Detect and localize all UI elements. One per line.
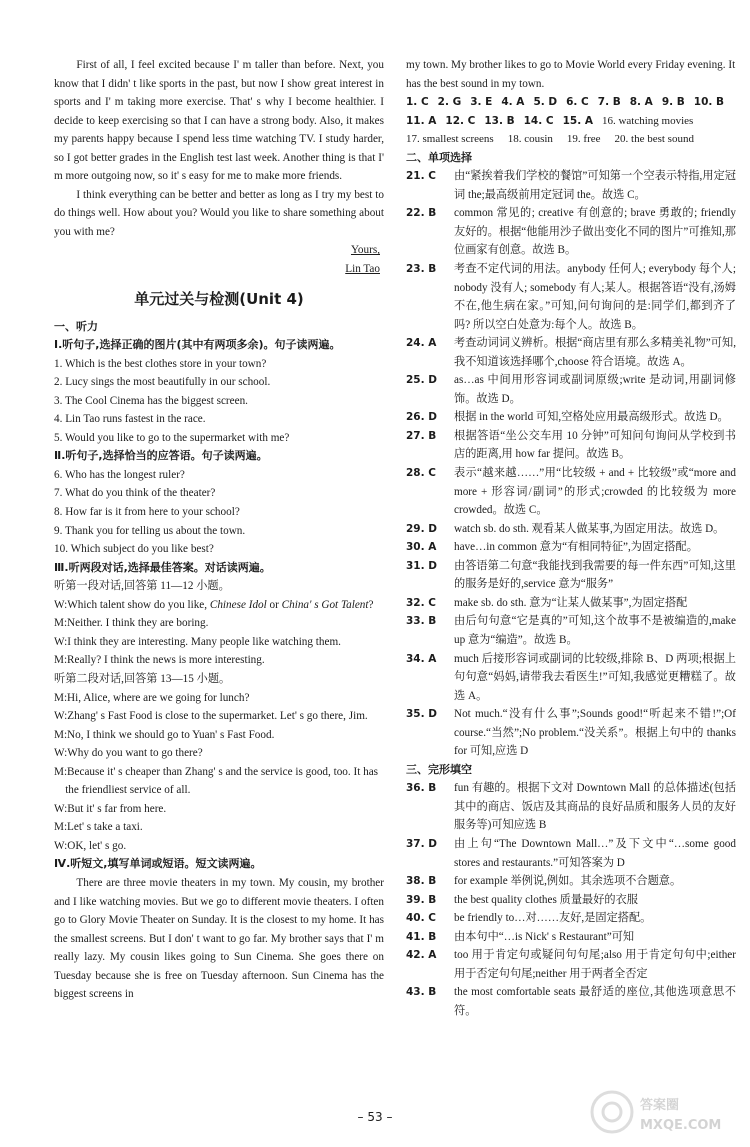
answer-explanation: for example 举例说,例如。其余选项不合题意。 [454,875,682,888]
answer-key: 27. B [406,429,437,442]
passage-text-left: There are three movie theaters in my town. My cousin, my brother and I like watching movies. But we go to different movie theaters. I often go to Glory Movie Theater on Sunday. It is the closest to my home. It has the smallest screens. But I don' t want to go far. My brother says that I' m really lazy. My cousin likes going to Sun Cinema. She goes there on Tuesday because she is free on Tuesday afternoon. Sun Cinema has the biggest screens in [54,876,384,1001]
answer-explanation: be friendly to…对……友好,是固定搭配。 [454,912,652,925]
answer-key: 6. C [566,96,589,109]
answer-key: 24. A [406,337,437,350]
answer-key: 29. D [406,522,437,535]
listening-item: 10. Which subject do you like best? [54,543,214,556]
section-heading-listening: 一、听力 [54,319,98,333]
dialog-line: W:Which talent show do you like, Chinese Idol or China' s Got Talent? [54,598,374,611]
letter-paragraph-2: I think everything can be better and better as long as I try my best to do things well. How about you? Would you like to share something about you with me? [54,188,384,238]
answers-row-2 [406,112,736,131]
dialog-line: M:Let' s take a taxi. [54,821,143,834]
answer-explanation: 表示“越来越……”用“比较级 + and + 比较级”或“more and more + 形容词/副词”的形式;crowded 的比较级为 more crowded。故选 C。 [454,467,736,517]
answer-key: 8. A [629,96,653,109]
answer-item [406,891,736,910]
answers-row-1 [406,93,736,112]
answer-explanation: fun 有趣的。根据下文对 Downtown Mall 的总体描述(包括其中的商店、饭店及其商品的良好品质和服务人员的友好服务等)可知应选 B [454,782,736,832]
dialog2-intro: 听第二段对话,回答第 13—15 小题。 [54,672,231,685]
answer-key: 9. B [661,96,685,109]
part4-heading: Ⅳ.听短文,填写单词或短语。短文读两遍。 [54,857,262,871]
answer-item [406,427,736,464]
answer-explanation: have…in common 意为“有相同特征”,为固定搭配。 [454,541,698,554]
answer-key: 25. D [406,374,437,387]
answer-key: 3. E [470,96,493,109]
answer-key: 38. B [406,875,437,888]
answer-key: 26. D [406,411,437,424]
dialog-line: W:OK, let' s go. [54,839,127,852]
answer-explanation: much 后接形容词或副词的比较级,排除 B、D 两项;根据上句句意“妈妈,请带我去看医生!”可知,我感觉更糟糕了。故选 A。 [454,652,736,702]
answer-item [406,594,736,613]
part3-heading: Ⅲ.听两段对话,选择最佳答案。对话读两遍。 [54,560,271,574]
answer-key: 22. B [406,207,437,220]
passage-text-right: my town. My brother likes to go to Movie World every Friday evening. It has the best sound in my town. [406,59,736,90]
listening-item: 8. How far is it from here to your school? [54,506,240,519]
answer-key: 43. B [406,986,437,999]
answer-explanation: 考查不定代词的用法。anybody 任何人; everybody 每个人; nobody 没有人; somebody 有人;某人。根据答语“没有,汤姆不在,他生病在家。”可知,问句询问的是:同学们,都到齐了吗? 所以空白处意为:每个人。故选 B。 [454,263,736,331]
answer-key: 1. C [406,96,429,109]
listening-item: 9. Thank you for telling us about the town. [54,524,246,537]
dialog-line: M:Really? I think the news is more interesting. [54,654,265,667]
answer-item [406,260,736,334]
answer-item [406,612,736,649]
answer-item [406,705,736,761]
answer-key: 15. A [562,114,593,127]
listening-item: 7. What do you think of the theater? [54,487,216,500]
answer-explanation: too 用于肯定句或疑问句句尾;also 用于肯定句句中;either 用于否定句句尾;neither 用于两者全否定 [454,949,736,980]
answer-key: 11. A [406,114,437,127]
part1-heading: Ⅰ.听句子,选择正确的图片(其中有两项多余)。句子读两遍。 [54,338,341,352]
page-number: – 53 – [357,1110,393,1124]
answer-explanation: 根据答语“坐公交车用 10 分钟”可知问句询问从学校到书店的距离,用 how far 提问。故选 B。 [454,429,736,461]
listening-item: 2. Lucy sings the most beautifully in our school. [54,376,271,389]
answer-key: 18. cousin [507,133,553,146]
answer-explanation: as…as 中间用形容词或副词原级;write 是动词,用副词修饰。故选 D。 [454,374,736,405]
answer-explanation: 考查动词词义辨析。根据“商店里有那么多精美礼物”可知,我不知道该选择哪个,choose 符合语境。故选 A。 [454,337,736,368]
answer-key: 41. B [406,930,437,943]
answer-explanation: the most comfortable seats 最舒适的座位,其他选项意思不符。 [454,986,736,1017]
dialog-line: W:Zhang' s Fast Food is close to the supermarket. Let' s go there, Jim. [54,710,368,723]
answer-item [406,928,736,947]
answer-key: 12. C [445,114,476,127]
answer-explanation: 由后句句意“它是真的”可知,这个故事不是被编造的,make up 意为“编造”。故选 B。 [454,615,736,646]
answer-item [406,334,736,371]
answer-item [406,779,736,835]
listening-item: 3. The Cool Cinema has the biggest screen. [54,394,248,407]
answer-key: 28. C [406,467,436,480]
watermark-line2: MXQE.COM [640,1118,722,1133]
answer-explanation: 由本句中“…is Nick' s Restaurant”可知 [454,930,635,943]
dialog-line: M:Neither. I think they are boring. [54,617,209,630]
answer-item [406,538,736,557]
answer-key: 21. C [406,170,436,183]
answer-key: 5. D [533,96,558,109]
listening-item: 1. Which is the best clothes store in your town? [54,357,267,370]
answer-item [406,408,736,427]
answer-explanation: 由答语第二句意“我能找到我需要的每一件东西”可知,这里的服务是好的,service 意为“服务” [454,559,736,591]
answer-key: 42. A [406,949,437,962]
answer-key: 20. the best sound [614,133,694,146]
dialog-line: M:No, I think we should go to Yuan' s Fast Food. [54,728,275,741]
left-column [54,56,384,1004]
answer-item [406,946,736,983]
watermark-logo [588,1085,738,1139]
answer-explanation: make sb. do sth. 意为“让某人做某事”,为固定搭配 [454,596,688,609]
answer-key: 19. free [566,133,601,146]
listening-item: 5. Would you like to go to the supermarket with me? [54,431,290,444]
section-heading-cloze: 三、完形填空 [406,762,472,776]
answer-key: 34. A [406,652,437,665]
letter-closing: Yours, [350,244,380,257]
answer-key: 39. B [406,893,437,906]
answer-explanation: 由上句“The Downtown Mall…”及下文中“…some good stores and restaurants.”可知答案为 D [454,837,736,869]
answer-key: 17. smallest screens [406,133,494,146]
answer-item [406,835,736,872]
answer-key: 32. C [406,596,436,609]
answer-explanation: the best quality clothes 质量最好的衣服 [454,893,638,906]
dialog-line: W:Why do you want to go there? [54,747,203,760]
answer-item [406,909,736,928]
answer-key: 30. A [406,541,437,554]
unit-title: 单元过关与检测(Unit 4) [134,289,304,308]
part2-heading: Ⅱ.听句子,选择恰当的应答语。句子读两遍。 [54,449,268,463]
single-choice-list [406,167,736,761]
dialog-line: W:I think they are interesting. Many people like watching them. [54,635,341,648]
answer-key: 31. D [406,559,437,572]
answer-key: 33. B [406,615,437,628]
dialog-line: M:Because it' s cheaper than Zhang' s and the service is good, too. It has the friendliest service of all. [54,765,379,797]
answer-key: 16. watching movies [601,114,694,127]
answer-key: 7. B [597,96,621,109]
answers-row-3 [406,130,736,149]
answer-key: 23. B [406,263,437,276]
answer-explanation: common 常见的; creative 有创意的; brave 勇敢的; friendly 友好的。根据“他能用沙子做出变化不同的图片”可推知,那位画家有创意。故选 B。 [454,207,736,257]
answer-item [406,371,736,408]
dialog-line: W:But it' s far from here. [54,802,167,815]
section-heading-single-choice: 二、单项选择 [406,150,472,164]
listening-item: 6. Who has the longest ruler? [54,468,185,481]
answer-key: 36. B [406,782,437,795]
answer-item [406,650,736,706]
answer-explanation: Not much.“没有什么事”;Sounds good!“听起来不错!”;Of course.“当然”;No problem.“没关系”。根据上句中的 thanks for 可知,应选 D [454,708,736,758]
answer-key: 40. C [406,912,436,925]
answer-explanation: watch sb. do sth. 观看某人做某事,为固定用法。故选 D。 [454,522,725,535]
dialog1-intro: 听第一段对话,回答第 11—12 小题。 [54,580,230,593]
answer-explanation: 根据 in the world 可知,空格处应用最高级形式。故选 D。 [454,411,729,424]
answer-explanation: 由“紧挨着我们学校的餐馆”可知第一个空表示特指,用定冠词 the;最高级前用定冠词 the。故选 C。 [454,170,736,201]
dialog-line: M:Hi, Alice, where are we going for lunch? [54,691,250,704]
watermark-line1: 答案圈 [640,1098,680,1113]
answer-key: 35. D [406,708,437,721]
answer-key: 13. B [484,114,515,127]
answer-item [406,983,736,1020]
answer-key: 10. B [693,96,725,109]
answer-key: 37. D [406,837,437,850]
answer-key: 14. C [523,114,554,127]
answer-item [406,520,736,539]
answer-key: 4. A [501,96,525,109]
answer-key: 2. G [437,96,462,109]
right-column [406,56,736,1020]
answer-item [406,872,736,891]
answer-item [406,204,736,260]
cloze-list [406,779,736,1020]
letter-signature: Lin Tao [345,263,380,276]
listening-item: 4. Lin Tao runs fastest in the race. [54,413,206,426]
answer-item [406,557,736,594]
answer-item [406,464,736,520]
answer-item [406,167,736,204]
letter-paragraph-1: First of all, I feel excited because I' m taller than before. Next, you know that I didn' t like sports in the past, but now I show great interest in sports and I' m taking more exercise. That' s why I become healthier. I decide to keep exercising so that I can have a strong body. Also, it makes my parents happy because I spend less time watching TV. I study harder, so I got better grades in the English test last week. Another thing is that I' m more outgoing now, so it' s easy for me to make more friends. [54,59,384,183]
